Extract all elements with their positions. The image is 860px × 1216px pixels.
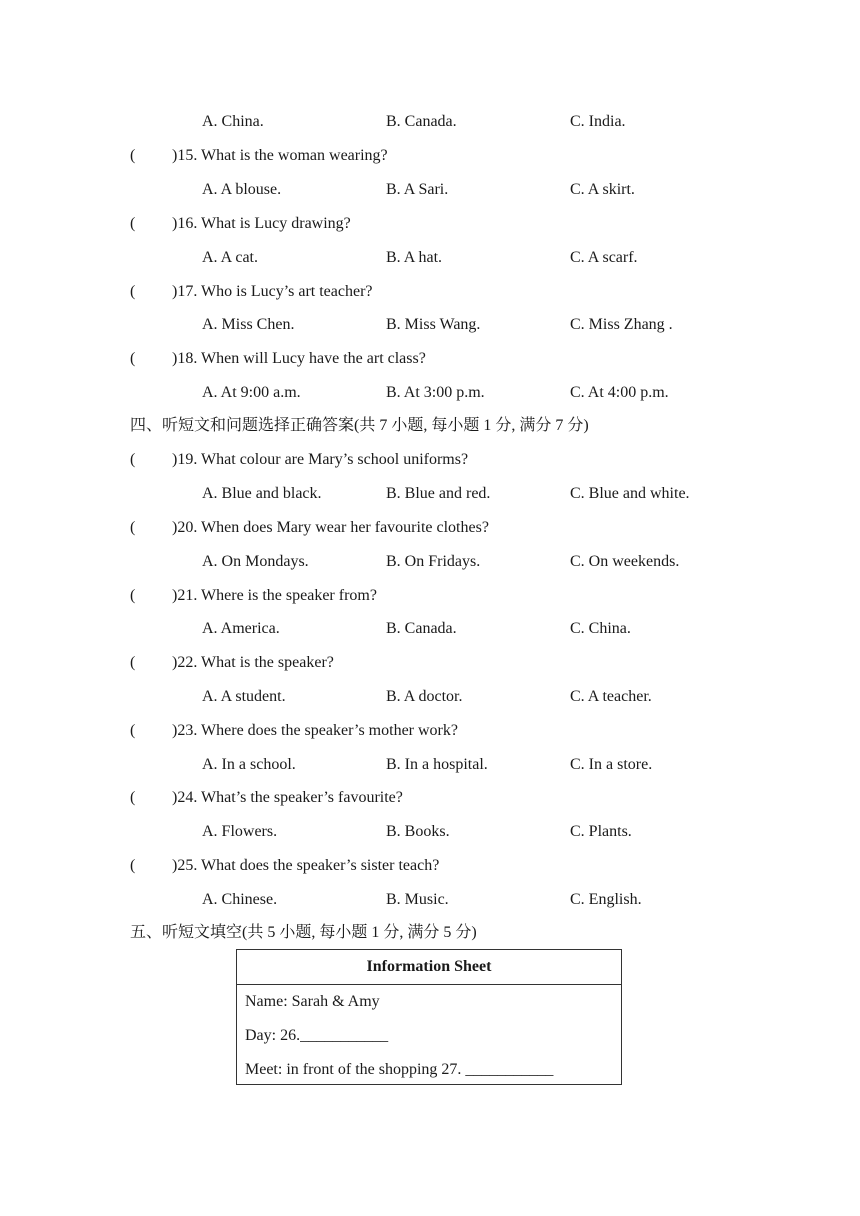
option-c: C. English. bbox=[570, 891, 642, 908]
answer-blank[interactable]: ( bbox=[130, 519, 136, 536]
info-meet-row[interactable]: Meet: in front of the shopping 27. ___________ bbox=[245, 1061, 554, 1078]
option-c: C. On weekends. bbox=[570, 553, 680, 570]
question-text: )23. Where does the speaker’s mother work? bbox=[172, 722, 458, 739]
option-b: B. Canada. bbox=[386, 620, 457, 637]
question-text: )20. When does Mary wear her favourite clothes? bbox=[172, 519, 489, 536]
option-c: C. At 4:00 p.m. bbox=[570, 384, 669, 401]
question-text: )22. What is the speaker? bbox=[172, 654, 334, 671]
option-c: C. In a store. bbox=[570, 756, 653, 773]
question-25 bbox=[130, 856, 439, 876]
option-c: C. A scarf. bbox=[570, 249, 638, 266]
option-b: B. Blue and red. bbox=[386, 485, 491, 502]
option-a: A. A cat. bbox=[202, 249, 258, 266]
option-a: A. Flowers. bbox=[202, 823, 278, 840]
answer-blank[interactable]: ( bbox=[130, 722, 136, 739]
info-day-row[interactable]: Day: 26.___________ bbox=[245, 1027, 389, 1044]
option-a: A. In a school. bbox=[202, 756, 296, 773]
option-b: B. On Fridays. bbox=[386, 553, 481, 570]
answer-blank[interactable]: ( bbox=[130, 857, 136, 874]
option-c: C. Plants. bbox=[570, 823, 632, 840]
option-a: A. On Mondays. bbox=[202, 553, 309, 570]
question-23 bbox=[130, 721, 458, 741]
option-c: C. India. bbox=[570, 113, 626, 130]
question-text: )17. Who is Lucy’s art teacher? bbox=[172, 283, 373, 300]
answer-blank[interactable]: ( bbox=[130, 587, 136, 604]
question-16 bbox=[130, 214, 351, 234]
option-a: A. At 9:00 a.m. bbox=[202, 384, 301, 401]
option-b: B. Music. bbox=[386, 891, 449, 908]
info-name-row: Name: Sarah & Amy bbox=[245, 993, 380, 1010]
question-text: )15. What is the woman wearing? bbox=[172, 147, 388, 164]
option-a: A. A student. bbox=[202, 688, 286, 705]
option-c: C. Blue and white. bbox=[570, 485, 690, 502]
question-15 bbox=[130, 146, 388, 166]
question-24 bbox=[130, 788, 403, 808]
question-19 bbox=[130, 450, 468, 470]
question-17 bbox=[130, 282, 373, 302]
option-a: A. A blouse. bbox=[202, 181, 282, 198]
answer-blank[interactable]: ( bbox=[130, 350, 136, 367]
option-c: C. A skirt. bbox=[570, 181, 635, 198]
option-a: A. Miss Chen. bbox=[202, 316, 295, 333]
information-sheet bbox=[236, 949, 622, 1085]
option-b: B. Canada. bbox=[386, 113, 457, 130]
question-text: )18. When will Lucy have the art class? bbox=[172, 350, 426, 367]
section-4-heading: 四、听短文和问题选择正确答案(共 7 小题, 每小题 1 分, 满分 7 分) bbox=[130, 417, 589, 434]
answer-blank[interactable]: ( bbox=[130, 654, 136, 671]
information-sheet-title: Information Sheet bbox=[237, 950, 621, 985]
option-a: A. Chinese. bbox=[202, 891, 278, 908]
question-text: )19. What colour are Mary’s school uniforms? bbox=[172, 451, 469, 468]
option-b: B. In a hospital. bbox=[386, 756, 488, 773]
option-b: B. A Sari. bbox=[386, 181, 449, 198]
option-b: B. At 3:00 p.m. bbox=[386, 384, 485, 401]
option-a: A. Blue and black. bbox=[202, 485, 322, 502]
question-21 bbox=[130, 586, 377, 606]
question-18 bbox=[130, 349, 426, 369]
option-c: C. A teacher. bbox=[570, 688, 652, 705]
option-b: B. Miss Wang. bbox=[386, 316, 481, 333]
option-a: A. America. bbox=[202, 620, 280, 637]
option-c: C. Miss Zhang . bbox=[570, 316, 673, 333]
option-b: B. Books. bbox=[386, 823, 450, 840]
option-a: A. China. bbox=[202, 113, 264, 130]
option-b: B. A hat. bbox=[386, 249, 443, 266]
question-22 bbox=[130, 653, 334, 673]
question-text: )25. What does the speaker’s sister teach? bbox=[172, 857, 440, 874]
answer-blank[interactable]: ( bbox=[130, 283, 136, 300]
option-c: C. China. bbox=[570, 620, 631, 637]
question-text: )24. What’s the speaker’s favourite? bbox=[172, 789, 403, 806]
question-20 bbox=[130, 518, 489, 538]
option-b: B. A doctor. bbox=[386, 688, 463, 705]
question-text: )16. What is Lucy drawing? bbox=[172, 215, 351, 232]
answer-blank[interactable]: ( bbox=[130, 147, 136, 164]
question-text: )21. Where is the speaker from? bbox=[172, 587, 377, 604]
section-5-heading: 五、听短文填空(共 5 小题, 每小题 1 分, 满分 5 分) bbox=[130, 924, 477, 941]
answer-blank[interactable]: ( bbox=[130, 789, 136, 806]
answer-blank[interactable]: ( bbox=[130, 215, 136, 232]
answer-blank[interactable]: ( bbox=[130, 451, 136, 468]
